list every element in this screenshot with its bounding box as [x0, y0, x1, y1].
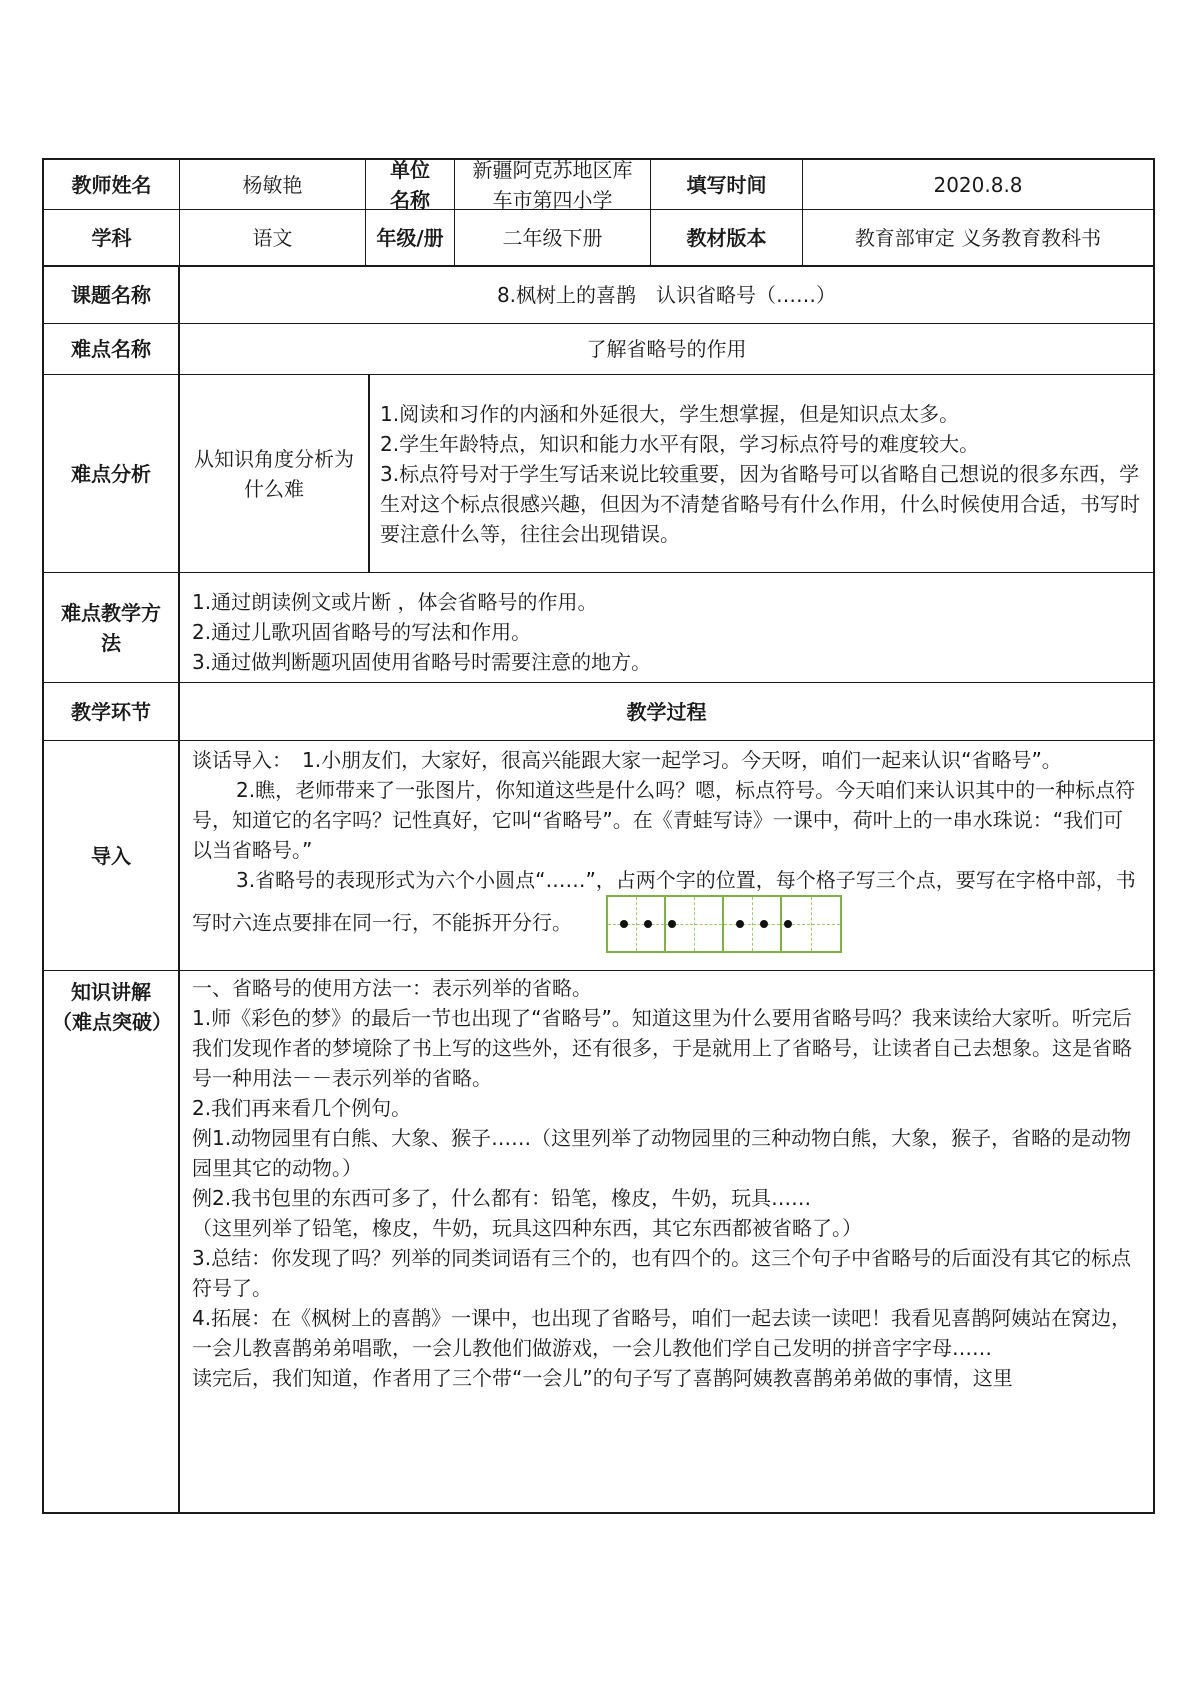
process-step-label: 教学环节: [44, 683, 180, 741]
ellipsis-dots: [620, 920, 676, 928]
unit-label: 单位名称: [366, 160, 455, 210]
knowledge-line: 3.总结：你发现了吗？列举的同类词语有三个的，也有四个的。这三个句子中省略号的后面没有其它的标点符号了。: [192, 1246, 1132, 1300]
intro-paragraph: 2.瞧，老师带来了一张图片，你知道这些是什么吗？嗯，标点符号。今天咱们来认识其中的一种标点符号，知道它的名字吗？记性真好，它叫“省略号”。在《青蛙写诗》一课中，荷叶上的一串水珠说：“我们可以当省略号。”: [192, 778, 1136, 862]
analysis-angle: 从知识角度分析为什么难: [180, 375, 370, 573]
difficulty-value: 了解省略号的作用: [180, 324, 1153, 375]
date-value: 2020.8.8: [803, 160, 1153, 210]
method-point: 1.通过朗读例文或片断 ，体会省略号的作用。: [192, 590, 598, 614]
process-title: 教学过程: [180, 683, 1153, 741]
knowledge-line: 1.师《彩色的梦》的最后一节也出现了“省略号”。知道这里为什么要用省略号吗？我来读给大家听。听完后我们发现作者的梦境除了书上写的这些外，还有很多，于是就用上了省略号，让读者自己去想象。这是省略号一种用法－－表示列举的省略。: [192, 1006, 1132, 1090]
intro-writing-rule: 3.省略号的表现形式为六个小圆点“……”，占两个字的位置，每个格子写三个点，要写在字格中部，书写时六连点要排在同一行，不能拆开分行。: [192, 868, 1136, 935]
ellipsis-dots: [736, 920, 792, 928]
subject-label: 学科: [44, 210, 180, 267]
topic-value: 8.枫树上的喜鹊 认识省略号（……）: [180, 267, 1153, 324]
writing-grid-illustration: [606, 895, 842, 953]
topic-label: 课题名称: [44, 267, 180, 324]
method-points: [180, 573, 1153, 683]
grade-label: 年级/册: [366, 210, 455, 267]
subject-value: 语文: [180, 210, 366, 267]
analysis-point: 3.标点符号对于学生写话来说比较重要，因为省略号可以省略自己想说的很多东西，学生对这个标点很感兴趣，但因为不清楚省略号有什么作用，什么时候使用合适，书写时要注意什么等，往往会出现错误。: [380, 462, 1140, 546]
date-label: 填写时间: [651, 160, 803, 210]
knowledge-line: 例1.动物园里有白熊、大象、猴子……（这里列举了动物园里的三种动物白熊，大象，猴子，省略的是动物园里其它的动物。）: [192, 1126, 1132, 1180]
lesson-plan-table: [42, 158, 1155, 1514]
intro-paragraph: [192, 865, 1141, 953]
method-point: 2.通过儿歌巩固省略号的写法和作用。: [192, 620, 532, 644]
knowledge-line: 读完后，我们知道，作者用了三个带“一会儿”的句子写了喜鹊阿姨教喜鹊弟弟做的事情，这里: [192, 1366, 1013, 1390]
grade-value: 二年级下册: [455, 210, 651, 267]
method-label: 难点教学方法: [44, 573, 180, 683]
intro-label: 导入: [44, 741, 180, 971]
edition-label: 教材版本: [651, 210, 803, 267]
teacher-label: 教师姓名: [44, 160, 180, 210]
knowledge-line: 4.拓展：在《枫树上的喜鹊》一课中，也出现了省略号，咱们一起去读一读吧！我看见喜鹊阿姨站在窝边，一会儿教喜鹊弟弟唱歌，一会儿教他们做游戏，一会儿教他们学自己发明的拼音字字母……: [192, 1306, 1132, 1360]
analysis-label: 难点分析: [44, 375, 180, 573]
intro-content: [180, 741, 1153, 971]
teacher-value: 杨敏艳: [180, 160, 366, 210]
knowledge-line: 2.我们再来看几个例句。: [192, 1096, 412, 1120]
analysis-point: 1.阅读和习作的内涵和外延很大，学生想掌握，但是知识点太多。: [380, 402, 960, 426]
knowledge-line: 例2.我书包里的东西可多了，什么都有：铅笔，橡皮，牛奶，玩具……: [192, 1186, 812, 1210]
knowledge-content: [180, 971, 1153, 1512]
analysis-point: 2.学生年龄特点，知识和能力水平有限，学习标点符号的难度较大。: [380, 432, 980, 456]
edition-value: 教育部审定 义务教育教科书: [803, 210, 1153, 267]
intro-paragraph: 谈话导入： 1.小朋友们，大家好，很高兴能跟大家一起学习。今天呀，咱们一起来认识“省略号”。: [192, 748, 1062, 772]
knowledge-line: （这里列举了铅笔，橡皮，牛奶，玩具这四种东西，其它东西都被省略了。）: [192, 1216, 862, 1240]
difficulty-label: 难点名称: [44, 324, 180, 375]
analysis-points: [370, 375, 1153, 573]
method-point: 3.通过做判断题巩固使用省略号时需要注意的地方。: [192, 650, 652, 674]
knowledge-label: 知识讲解（难点突破）: [44, 971, 180, 1512]
knowledge-line: 一、省略号的使用方法一：表示列举的省略。: [192, 976, 592, 1000]
unit-value: 新疆阿克苏地区库车市第四小学: [455, 160, 651, 210]
